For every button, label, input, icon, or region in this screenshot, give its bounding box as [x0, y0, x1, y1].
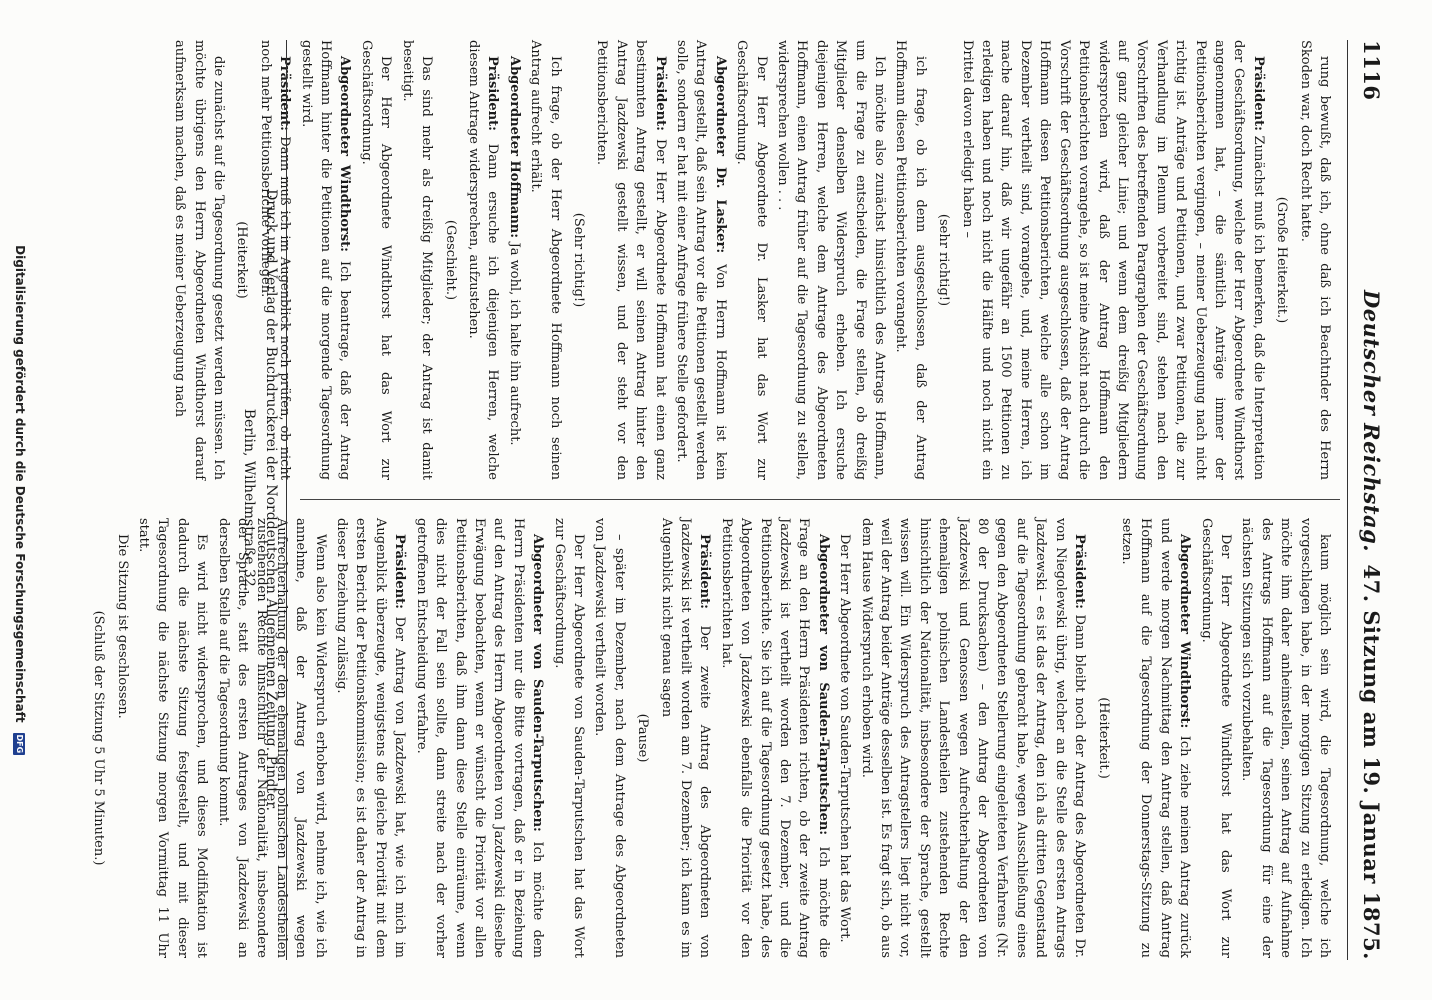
paragraph	[1196, 518, 1235, 958]
paragraph-text: – später im Dezember, nach dem Antrage des Abgeordneten von Jazdzewski vertheilt worden.	[592, 518, 627, 958]
paragraph	[672, 40, 730, 480]
paragraph-text: Der Herr Abgeordnete Dr. Lasker hat das Wort zur Geschäftsordnung.	[734, 40, 769, 480]
stage-direction: (Pause)	[635, 713, 651, 763]
paragraph	[716, 518, 832, 958]
paragraph-text: Der Herr Abgeordnete Hoffmann hat einen ganz bestimmten Antrag gestellt, er will seinen Antrag hinter den Antrag Jazdzewski gestellt wissen, und der steht vor den Petitionsberichten.	[594, 40, 668, 480]
paragraph	[504, 40, 523, 480]
paragraph-text: Wenn also kein Widerspruch erhoben wird, nehme ich, wie ich annehme, daß der Antrag von Jazdzewski wegen Aufrechterhaltung der den ehemaligen polnischen Landestheilen zustehenden Rechte hinsichtlich der Nationalität, insbesondere der Sprache, statt des ersten Antrages von Jazdzewski an derselben Stelle auf die Tagesordnung kommt.	[215, 518, 328, 958]
speaker-name: Präsident:	[697, 534, 713, 626]
paragraph	[296, 40, 354, 480]
stage-direction: (Heiterkeit.)	[1095, 697, 1111, 779]
paragraph-text: Der Antrag von Jazdzewski hat, wie ich mich im Augenblick überzeugte, wenigstens die gleiche Priorität mit dem ersten Bericht der Petitionskommission; es ist daher der Antrag in dieser Beziehung zulässig.	[334, 518, 408, 958]
speaker-name: Präsident:	[1072, 534, 1088, 615]
speaker-name: Präsident:	[485, 56, 501, 144]
speaker-name: Präsident:	[652, 56, 668, 139]
stage-direction: (sehr richtig!)	[936, 213, 952, 307]
paragraph	[732, 40, 771, 480]
paragraph-text: Zunächst muß ich bemerken, daß die Interpretation der Geschäftsordnung, welche der Herr Abgeordnete Windthorst angenommen hat, – die sämtlich Anträge immer der Petitionsberichten vergingen, – meiner Ueberzeugung nach nicht richtig ist. Anträge und Petitionen, und zwar Petitionen, die zur Verhandlung im Plenum vorbereitet sind, stehen nach den Vorschriften des betreffenden Paragraphen der Geschäftsordnung auf ganz gleicher Linie; und wenn dem dreißig Mitgliedern widersprochen wird, daß der Antrag Hoffmann den Petitionsberichten vorangehe, so ist meine Ansicht nach durch die Vorschrift der Geschäftsordnung ausgeschlossen, daß der Antrag Hoffmann diesen Petitionsberichten, welche alle schon im Dezember vertheilt sind, vorangehe, und, meine Herren, ich mache darauf hin, daß wir ungefähr an 1500 Petitionen zu erledigen haben und noch nicht die Hälfte und noch nicht ein Drittel davon erledigt haben –	[959, 40, 1266, 480]
paragraph	[397, 40, 436, 480]
dfg-logo-icon: DFG	[15, 734, 25, 754]
speaker-name: Abgeordneter Windthorst:	[337, 56, 353, 261]
stage-direction: (Schluß der Sitzung 5 Uhr 5 Minuten.)	[91, 610, 107, 866]
paragraph	[957, 40, 1268, 480]
speaker-name: Abgeordneter Hoffmann:	[506, 56, 522, 243]
publication-title: Deutscher Reichstag.	[1359, 290, 1384, 553]
paragraph	[134, 518, 212, 958]
paragraph	[835, 518, 854, 958]
stage-direction: (Große Heiterkeit.)	[1274, 196, 1290, 324]
speaker-name: Abgeordneter Dr. Lasker:	[712, 56, 728, 265]
newspaper-page	[32, 40, 1392, 960]
paragraph-text: Der zweite Antrag des Abgeordneten von Jazdzewski ist vertheilt worden am 7. Dezember; ich kann es im Augenblick nicht genau sagen	[658, 518, 713, 959]
paragraph-text: Dann ersuche ich diejenigen Herren, welche diesem Antrage widersprechen, aufzustehen.	[465, 40, 501, 480]
paragraph-text: Der Herr Abgeordnete Windthorst hat das Wort zur Geschäftsordnung.	[358, 40, 394, 480]
speaker-name: Abgeordneter Windthorst:	[1177, 534, 1193, 736]
speaker-name: Abgeordneter von Sauden-Tarputschen:	[530, 534, 546, 842]
paragraph-text: Ja wohl, ich halte ihn aufrecht.	[506, 242, 522, 446]
paragraph-text: Ich möchte dem Herrn Präsidenten nur die Bitte vortragen, daß er in Beziehung auf den Antrag des Herrn Abgeordneten von Jazdzewski dieselbe Erwägung beobachten, wenn er wünscht die Priorität vor allen Petitionsberichten, daß ihm dann diese Stelle einräume, wenn dies nicht der Fall sein sollte, dann streite nach der vorher getroffenen Entscheidung verfahre.	[413, 518, 546, 958]
paragraph-text: kaum möglich sein wird, die Tagesordnung, welche ich vorgeschlagen habe, in der morgigen Sitzung zu erledigen. Ich möchte ihm daher anheimstellen, seinen Antrag auf Aufnahme des Antrags Hoffmann auf die Tagesordnung für eine der nächsten Sitzungen sich vorzubehalten.	[1239, 518, 1332, 958]
paragraph-text: Ich frage, ob der Herr Abgeordnete Hoffmann noch seinen Antrag aufrecht erhält.	[528, 40, 563, 480]
paragraph-text: Dann bleibt noch der Antrag des Abgeordneten Dr. von Niegolewski übrig, welcher an die Stelle des ersten Antrags Jazdzewski – es ist das der Antrag, den ich als dritten Gegenstand auf die Tagesordnung gebracht habe, wegen Ausschließung eines gegen den Abgeordneten Stellerung eingeleiteten Verfahrens (Nr. 80 der Drucksachen) – den Antrag der Abgeordneten von Jazdzewski und Genossen wegen Aufrechterhaltung der den ehemaligen polnischen Landestheilen zustehenden Rechte hinsichtlich der Nationalität, insbesondere der Sprache, gestellt wissen will. Ein Widerspruch des Antragstellers liegt nicht vor, weil der Antrag beider Anträge desselben ist. Es fragt sich, ob aus dem Hause Widerspruch erhoben wird.	[858, 518, 1088, 958]
paragraph	[464, 40, 503, 480]
paragraph-text: Von Herrn Hoffmann ist kein Antrag gestellt, daß sein Antrag vor die Petitionen gestellt werden solle, sondern er hat mit einer Anfrage frühere Stelle gefordert.	[674, 40, 728, 480]
stage-direction: (Heiterkeit)	[234, 221, 250, 299]
paragraph	[170, 40, 228, 480]
paragraph-text: rung bewußt, daß ich, ohne daß ich Beachtnder des Herrn Skoden war, doch Recht hatte.	[1297, 40, 1332, 480]
paragraph-text: die zunächst auf die Tagesordnung gesetzt werden müssen. Ich möchte übrigens den Herrn Abgeordneten Windthorst darauf aufmerksam machen, daß es meiner Ueberzeugung nach	[172, 40, 227, 480]
left-column	[168, 40, 1334, 480]
paragraph-text: Der Herr Abgeordnete von Sauden-Tarputschen hat das Wort.	[837, 534, 853, 943]
paragraph-text: Es wird nicht widersprochen, und dieses Modifikation ist dadurch die nächste Sitzung festgestellt, und mit dieser Tagesordnung die nächste Sitzung morgen Vormittag 11 Uhr statt.	[136, 518, 210, 958]
paragraph	[592, 40, 670, 480]
paragraph	[411, 518, 547, 958]
paragraph	[526, 40, 565, 480]
imprint-footer	[238, 40, 287, 960]
paragraph	[1237, 518, 1334, 958]
page-header	[1347, 40, 1392, 960]
imprint-line-2: Berlin, Wilhelmstraße 32.	[241, 408, 257, 592]
paragraph	[332, 518, 410, 958]
paragraph-text: ich frage, ob ich denn ausgeschlossen, daß der Antrag Hoffmann diesen Petitionsberichten vorangeht.	[893, 40, 928, 480]
paragraph	[112, 518, 131, 958]
paragraph-text: Ich möchte also zunächst hinsichtlich des Antrags Hoffmann, um die Frage zu entscheiden, die Frage stellen, ob dreißig Mitglieder denselben Widerspruch erheben. Ich ersuche diejenigen Herren, welche dem Antrage des Abgeordneten Hoffmann, einen Antrag früher auf die Tagesordnung zu stellen, widersprechen wollen . . .	[775, 40, 888, 480]
paragraph	[773, 40, 889, 480]
page-number: 1116	[1359, 40, 1384, 101]
paragraph	[856, 518, 1089, 958]
speaker-name: Präsident:	[1250, 56, 1266, 136]
paragraph-text: Ich möchte die Frage an den Herrn Präsidenten richten, ob der zweite Antrag Jazdzewski ist vertheilt worden den 7. Dezember, und die Petitionsberichte. Sie ich auf die Tagesordnung gesetzt habe, des Abgeordneten von Jazdzewski ebenfalls die Priorität vor den Petitionsberichten hat.	[718, 518, 831, 958]
paragraph-text: Dann muß ich im Augenblick noch prüfen, ob nicht noch mehr Petitionsberichte vorliegen.	[257, 40, 293, 480]
paragraph-text: Die Sitzung ist geschlossen.	[114, 534, 130, 719]
digitization-note	[13, 0, 27, 1000]
paragraph-text: Ich beantrage, daß der Antrag Hoffmann hinter die Petitionen auf die morgende Tagesordnung gestellt wird.	[298, 40, 353, 480]
session-line: 47. Sitzung am 19. Januar 1875.	[1359, 564, 1384, 960]
paragraph	[656, 518, 714, 958]
paragraph	[590, 518, 629, 958]
paragraph	[357, 40, 396, 480]
digitization-text: Digitalisierung gefördert durch die Deutsche Forschungsgemeinschaft	[13, 245, 27, 723]
speaker-name: Präsident:	[277, 56, 293, 137]
speaker-name: Präsident:	[392, 534, 408, 617]
speaker-name: Abgeordneter von Sauden-Tarputschen:	[815, 534, 831, 847]
column-divider	[300, 499, 1340, 500]
paragraph	[1295, 40, 1334, 480]
paragraph-text: Das sind mehr als dreißig Mitglieder; der Antrag ist damit beseitigt.	[399, 40, 435, 480]
paragraph-text: Der Herr Abgeordnete Windthorst hat das Wort zur Geschäftsordnung.	[1198, 518, 1233, 958]
paragraph	[891, 40, 930, 480]
paragraph	[1117, 518, 1195, 958]
paragraph-text: Ich ziehe meinen Antrag zurück und werde morgen Nachmittag den Antrag stellen, daß Antrag Hoffmann auf die Tagesordnung der Donnerstags-Sitzung zu setzen.	[1118, 518, 1193, 958]
imprint-line-1: Druck und Verlag der Buchdruckerei der Norddeutschen Allgemeinen Zeitung. Pindter.	[263, 189, 279, 811]
paragraph-text: Der Herr Abgeordnete von Sauden-Tarputschen hat das Wort zur Geschäftsordnung.	[551, 518, 586, 958]
paragraph	[549, 518, 588, 958]
stage-direction: (Sehr richtig!)	[570, 212, 586, 308]
stage-direction: (Geschieht.)	[442, 219, 458, 301]
